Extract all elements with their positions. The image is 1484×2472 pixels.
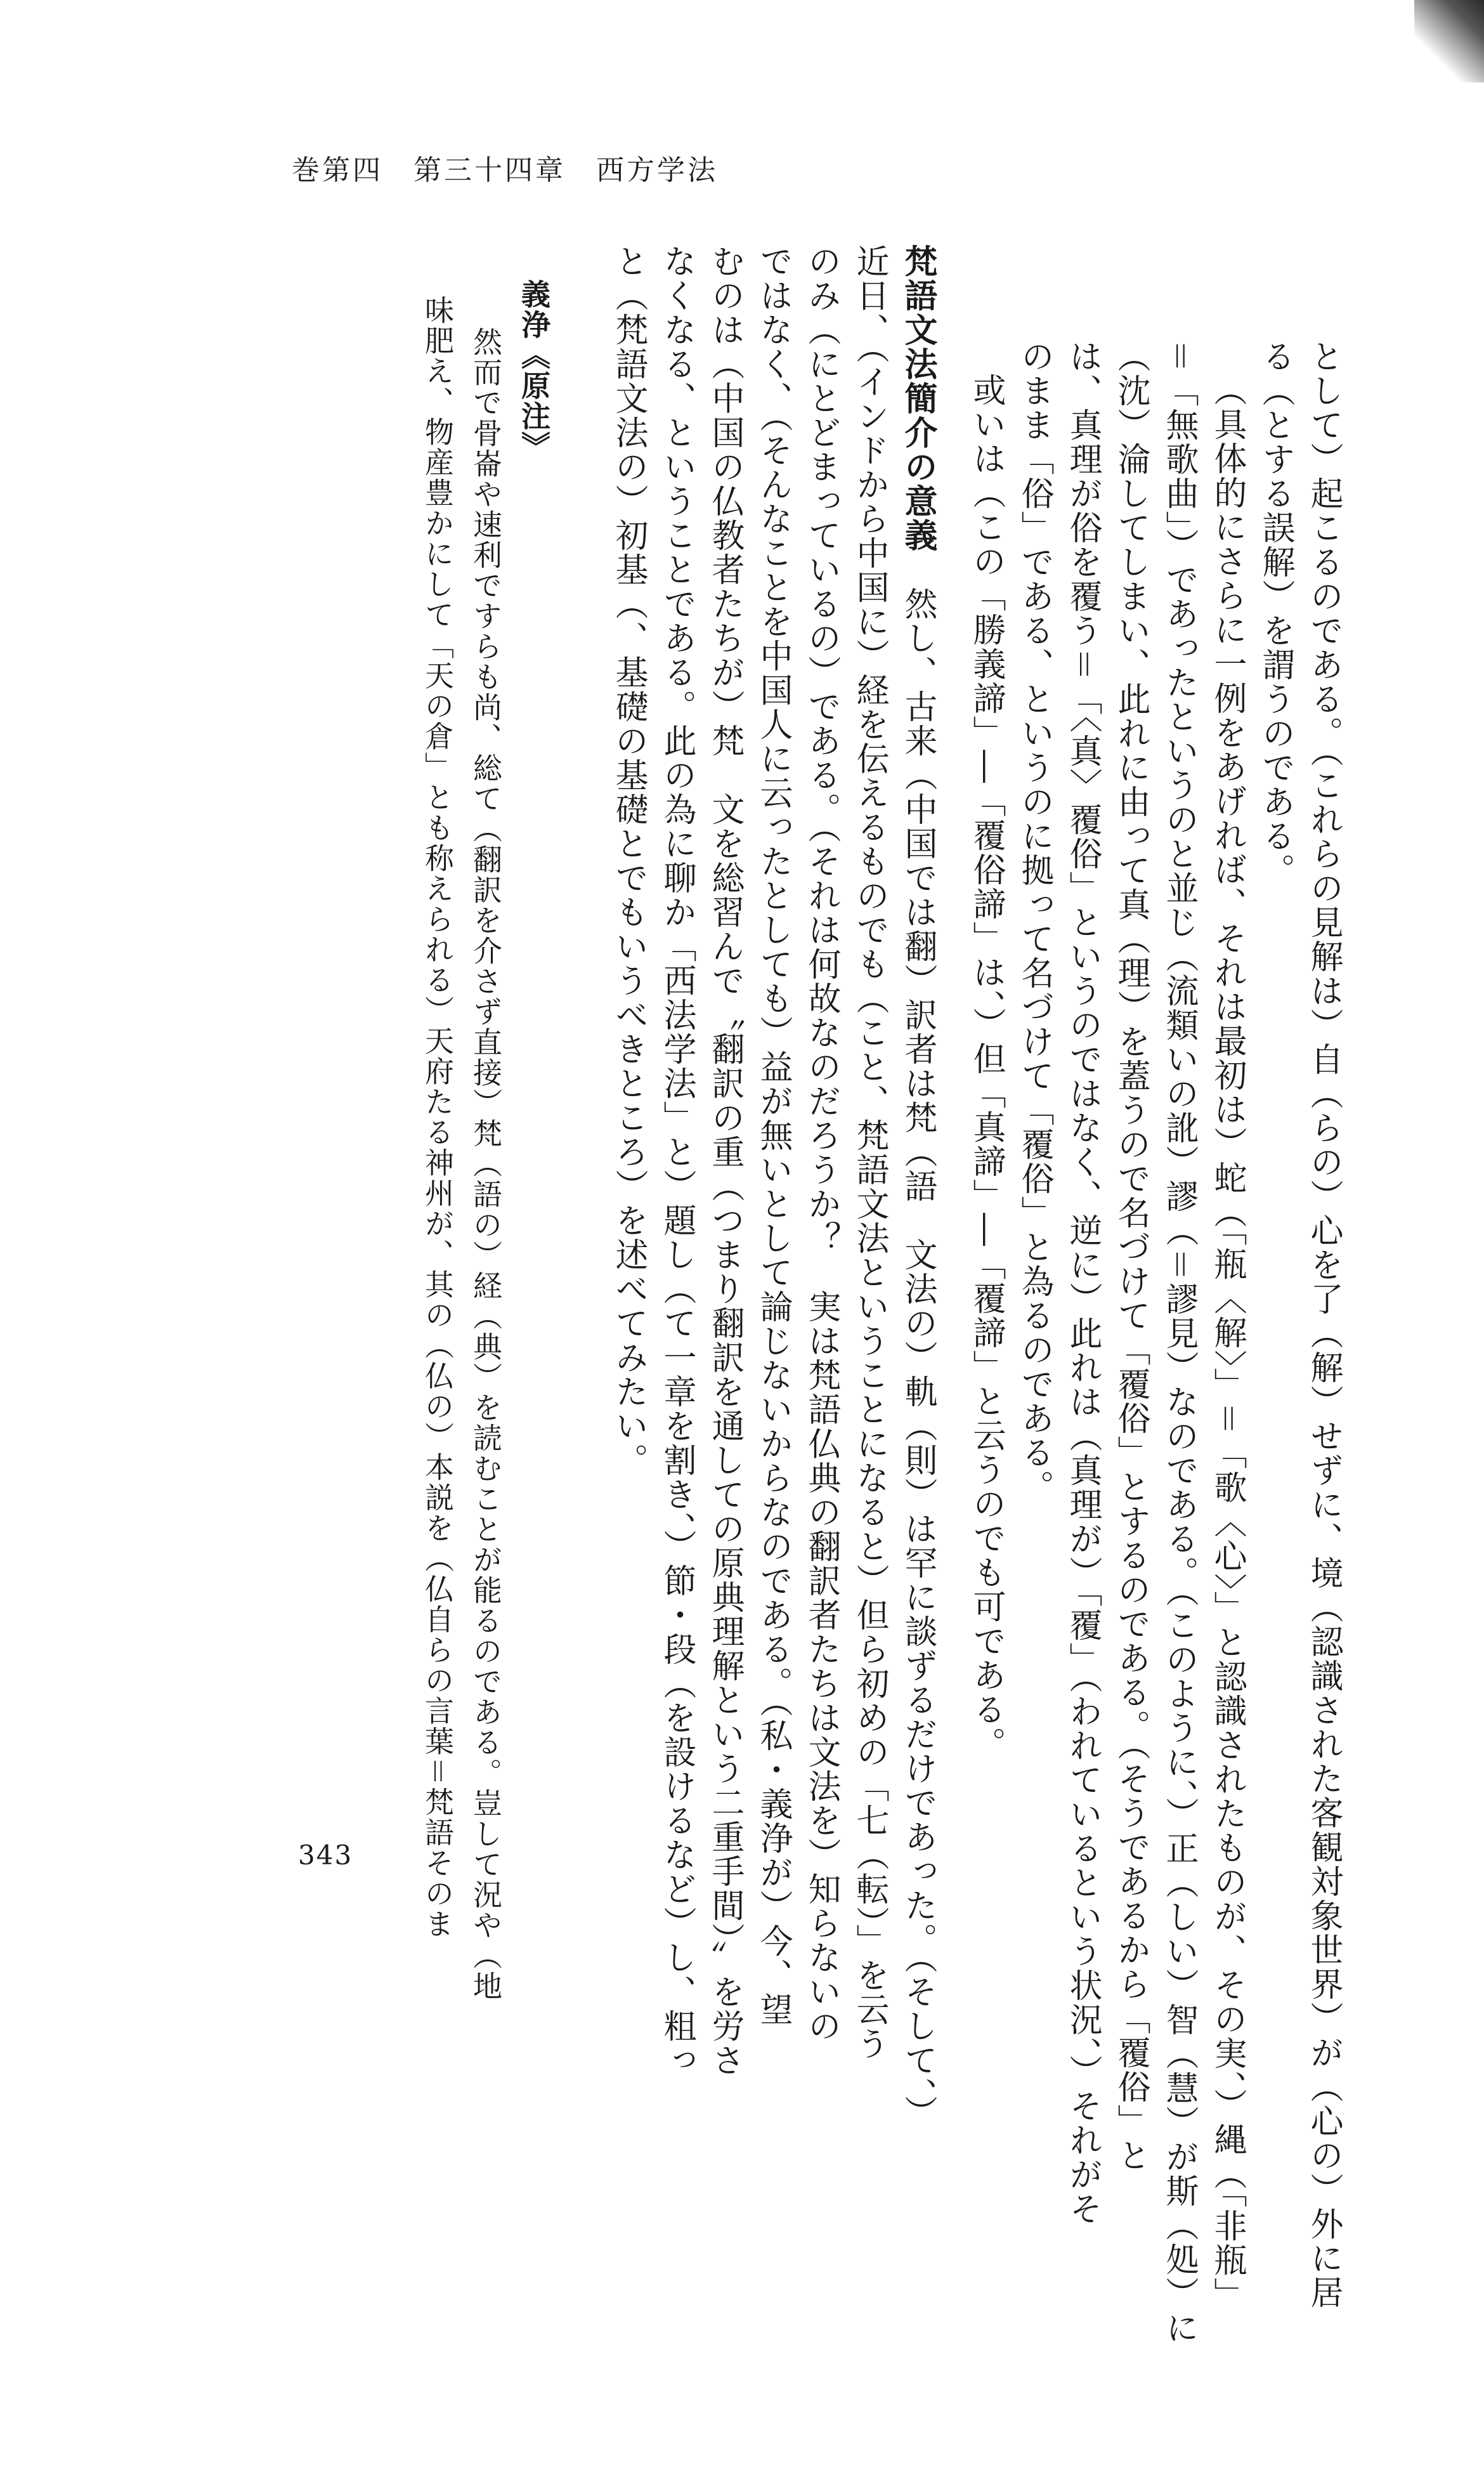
text-column: （沈）淪してしまい、此れに由って真（理）を蓋うので名づけて「覆俗」とするのである。（そうであるから「覆俗」と xyxy=(1112,339,1150,2173)
note-heading-column xyxy=(513,0,555,2378)
running-head: 巻第四 第三十四章 西方学法 xyxy=(292,154,718,186)
text-column: ＝「無歌曲」）であったというのと並じ（流類いの訛）謬（＝謬見）なのである。（このように、）正（しい）智（慧）が斯（処）に xyxy=(1160,339,1198,2345)
text-column: として）起こるのである。（これらの見解は）自（らの）心を了（解）せずに、境（認識された客観対象世界）が（心の）外に居 xyxy=(1305,339,1343,2310)
note-column: 然而で骨崙や速利ですらも尚、総て（翻訳を介さず直接）梵（語の）経（典）を読むことが能るのである。豈して況や（地 xyxy=(469,327,503,2001)
note-heading: 義浄《原注》 xyxy=(517,279,551,462)
section-heading: 梵語文法簡介の意義 xyxy=(899,244,937,553)
text-column: （具体的にさらに一例をあげれば、それは最初は）蛇（「瓶〈解〉」＝「歌〈心〉」と認識されたものが、その実、）縄（「非瓶」 xyxy=(1208,373,1246,2312)
text-column: 近日、（インドから中国に）経を伝えるものでも（こと、梵語文法ということになると）但ら初めの「七（転）」を云う xyxy=(850,244,888,2061)
text-column: る（とする誤解）を謂うのである。 xyxy=(1256,339,1294,887)
page-number: 343 xyxy=(298,1840,353,1871)
scan-edge-shadow xyxy=(1414,0,1484,82)
text-column: むのは（中国の仏教者たちが）梵 文を総習んで〝翻訳の重（つまり翻訳を通しての原典理解という二重手間）〞を労さ xyxy=(706,244,744,2077)
text-column: 或いは（この「勝義諦」―「覆俗諦」は、）但「真諦」―「覆諦」と云うのでも可である。 xyxy=(967,373,1005,1761)
text-column: ではなく、（そんなことを中国人に云ったとしても）益が無いとして論じないからなのである。（私・義浄が）今、望 xyxy=(754,244,792,2027)
text-column: と（梵語文法の）初基（、基礎の基礎とでもいうべきところ）を述べてみたい。 xyxy=(609,244,648,1477)
text-column: のみ（にとどまっているの）である。（それは何故なのだろうか？ 実は梵語仏典の翻訳者たちは文法を）知らないの xyxy=(802,244,840,2043)
text-column: なくなる、ということである。此の為に聊か「西法学法」と）題し（て一章を割き、）節・段（を設けるなど）し、粗っ xyxy=(658,244,696,2077)
section-heading-column: 梵語文法簡介の意義 然し、古来（中国では翻）訳者は梵（語 文法の）軌（則）は罕に談ずるだけであった。（そして、） xyxy=(899,244,937,2129)
text-column: のまま「俗」である、というのに拠って名づけて「覆俗」と為るのである。 xyxy=(1015,339,1053,1504)
text-column: は、真理が俗を覆う＝「〈真〉覆俗」というのではなく、逆に）此れは（真理が）「覆」（われているという状況、）それがそ xyxy=(1064,339,1102,2226)
note-column: 味肥え、物産豊かにして「天の倉」とも称えられる）天府たる神州が、其の（仏の）本説を（仏自らの言葉＝梵語そのま xyxy=(420,295,455,1939)
